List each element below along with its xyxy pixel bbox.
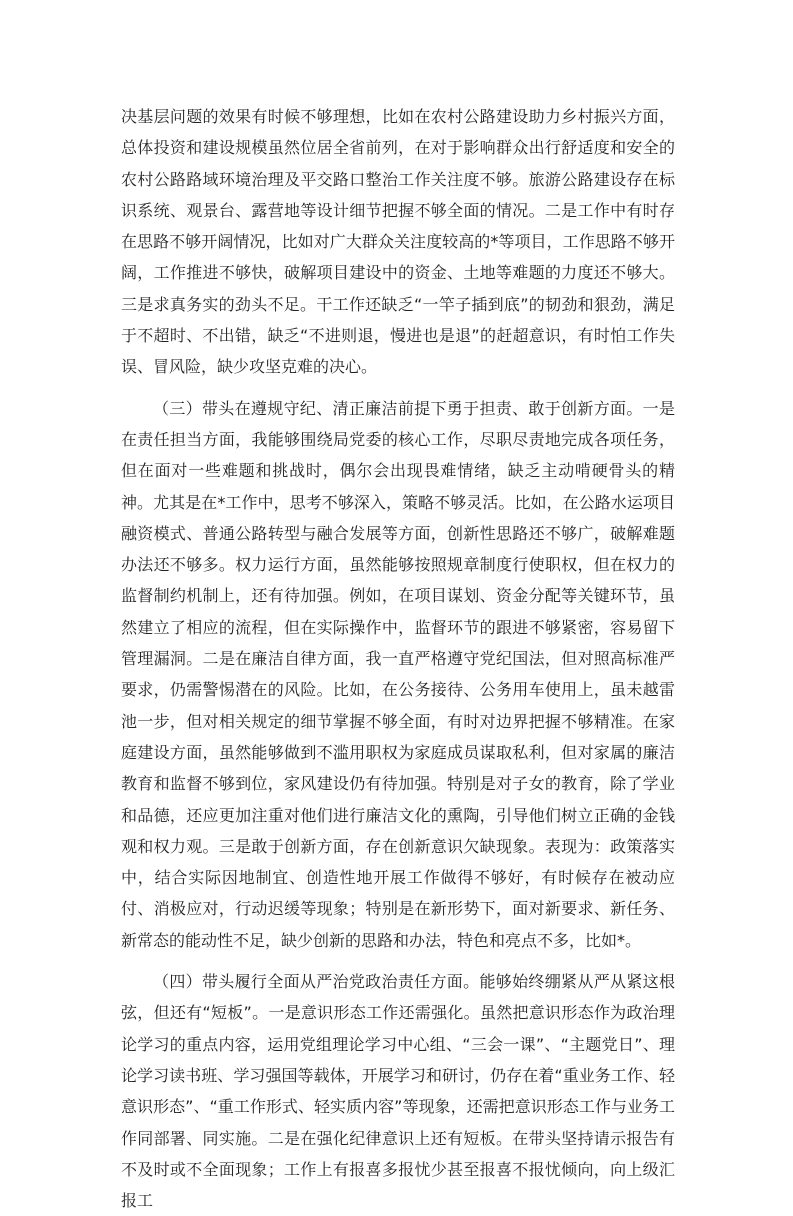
document-body (121, 101, 675, 1216)
paragraph-continuation: 决基层问题的效果有时候不够理想，比如在农村公路建设助力乡村振兴方面，总体投资和建设规模虽然位居全省前列，在对于影响群众出行舒适度和安全的农村公路路域环境治理及平交路口整治工作关注度不够。旅游公路建设存在标识系统、观景台、露营地等设计细节把握不够全面的情况。二是工作中有时存在思路不够开阔情况，比如对广大群众关注度较高的*等项目，工作思路不够开阔，工作推进不够快，破解项目建设中的资金、土地等难题的力度还不够大。三是求真务实的劲头不足。干工作还缺乏“一竿子插到底”的韧劲和狠劲，满足于不超时、不出错，缺乏“不进则退，慢进也是退”的赶超意识，有时怕工作失误、冒风险，缺少攻坚克难的决心。 (121, 107, 675, 377)
paragraph-section-four: （四）带头履行全面从严治党政治责任方面。能够始终绷紧从严从紧这根弦，但还有“短板”。一是意识形态工作还需强化。虽然把意识形态作为政治理论学习的重点内容，运用党组理论学习中心组、“三会一课”、“主题党日”、理论学习读书班、学习强国等载体，开展学习和研讨，仍存在着“重业务工作、轻意识形态”、“重工作形式、轻实质内容”等现象，还需把意识形态工作与业务工作同部署、同实施。二是在强化纪律意识上还有短板。在带头坚持请示报告有不及时或不全面现象；工作上有报喜多报忧少甚至报喜不报忧倾向，向上级汇报工 (121, 972, 675, 1211)
paragraph-section-three: （三）带头在遵规守纪、清正廉洁前提下勇于担责、敢于创新方面。一是在责任担当方面，我能够围绕局党委的核心工作，尽职尽责地完成各项任务，但在面对一些难题和挑战时，偶尔会出现畏难情绪，缺乏主动啃硬骨头的精神。尤其是在*工作中，思考不够深入，策略不够灵活。比如，在公路水运项目融资模式、普通公路转型与融合发展等方面，创新性思路还不够广，破解难题办法还不够多。权力运行方面，虽然能够按照规章制度行使职权，但在权力的监督制约机制上，还有待加强。例如，在项目谋划、资金分配等关键环节，虽然建立了相应的流程，但在实际操作中，监督环节的跟进不够紧密，容易留下管理漏洞。二是在廉洁自律方面，我一直严格遵守党纪国法，但对照高标准严要求，仍需警惕潜在的风险。比如，在公务接待、公务用车使用上，虽未越雷池一步，但对相关规定的细节掌握不够全面，有时对边界把握不够精准。在家庭建设方面，虽然能够做到不滥用职权为家庭成员谋取私利，但对家属的廉洁教育和监督不够到位，家风建设仍有待加强。特别是对子女的教育，除了学业和品德，还应更加注重对他们进行廉洁文化的熏陶，引导他们树立正确的金钱观和权力观。三是敢于创新方面，存在创新意识欠缺现象。表现为：政策落实中，结合实际因地制宜、创造性地开展工作做得不够好，有时候存在被动应付、消极应对，行动迟缓等现象；特别是在新形势下，面对新要求、新任务、新常态的能动性不足，缺少创新的思路和办法，特色和亮点不多，比如*。 (121, 398, 675, 950)
